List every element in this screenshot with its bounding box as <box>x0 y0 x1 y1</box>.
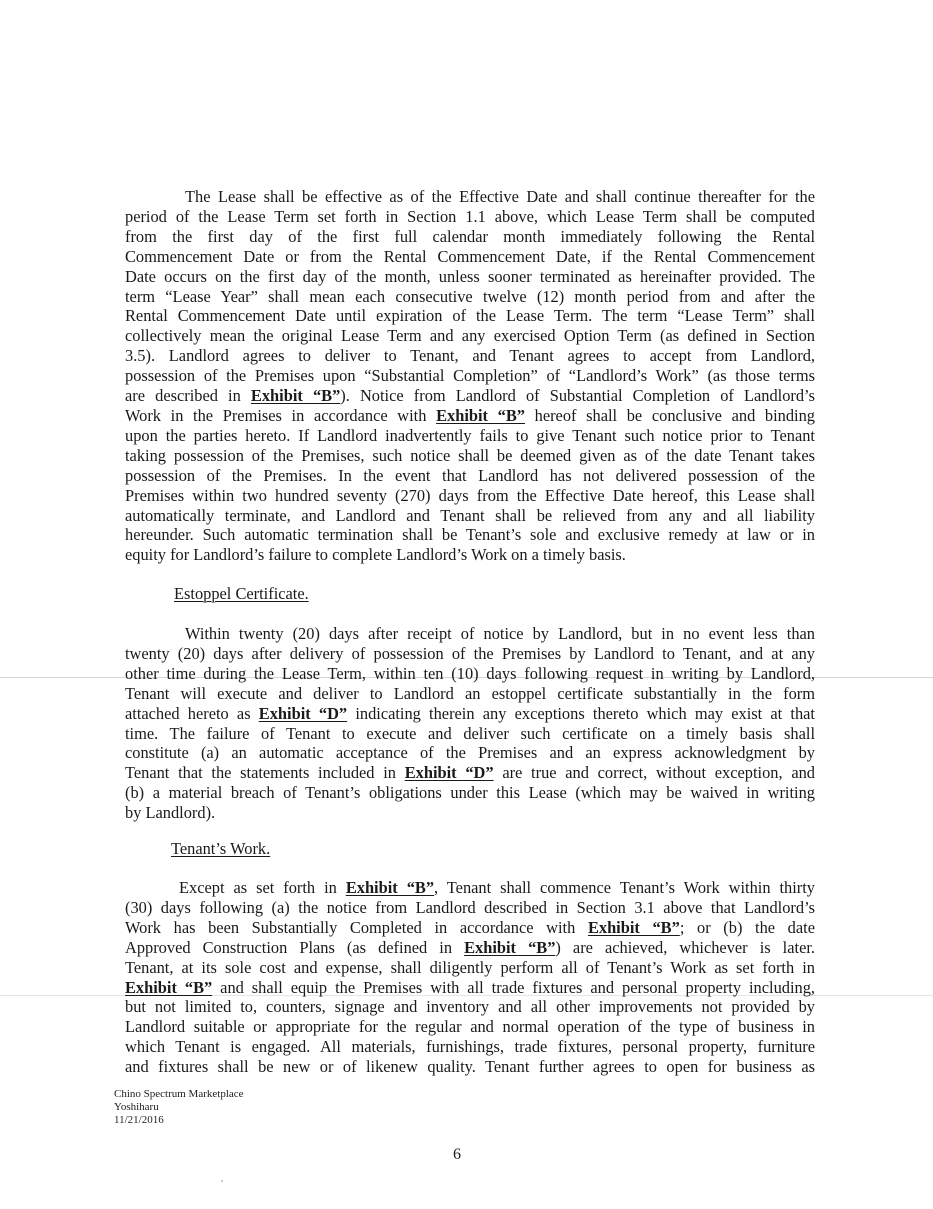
text-line: by Landlord). <box>125 803 216 823</box>
text-span: and shall equip the Premises with all trade fixtures and personal property including, <box>212 977 815 997</box>
text-span: are true and correct, without exception, and <box>493 763 815 783</box>
text-line: (b) a material breach of Tenant’s obligations under this Lease (which may be waived in writing <box>125 783 815 803</box>
text-line: other time during the Lease Term, within ten (10) days following request in writing by Landlord, <box>125 663 815 683</box>
text-line: Tenant will execute and deliver to Landlord an estoppel certificate substantially in the form <box>125 683 815 703</box>
text-line: equity for Landlord’s failure to complete Landlord’s Work on a timely basis. <box>125 545 626 565</box>
text-span: Approved Construction Plans (as defined in <box>125 937 465 957</box>
tenants-work-heading: Tenant’s Work. <box>171 839 271 858</box>
text-line <box>125 704 815 724</box>
estoppel-certificate-heading: Estoppel Certificate. <box>174 584 309 603</box>
exhibit-d-reference: Exhibit “D” <box>404 763 494 783</box>
text-line: time. The failure of Tenant to execute and deliver such certificate on a timely basis shall <box>125 723 815 743</box>
footer-tenant-name: Yoshiharu <box>114 1101 159 1113</box>
tenants-work-paragraph <box>125 878 815 1077</box>
text-span: ) are achieved, whichever is later. <box>555 937 815 957</box>
text-line: Rental Commencement Date until expiration of the Lease Term. The term “Lease Term” shall <box>125 306 815 326</box>
document-footer <box>114 1088 244 1127</box>
text-line: Tenant, at its sole cost and expense, shall diligently perform all of Tenant’s Work as set forth in <box>125 957 815 977</box>
text-span: Except as set forth in <box>179 878 346 897</box>
text-line: (30) days following (a) the notice from Landlord described in Section 3.1 above that Landlord’s <box>125 897 815 917</box>
text-line: Date occurs on the first day of the month, unless sooner terminated as hereinafter provided. The <box>125 266 815 286</box>
page-number: 6 <box>453 1146 461 1163</box>
text-line: which Tenant is engaged. All materials, furnishings, trade fixtures, personal property, furniture <box>125 1037 815 1057</box>
text-line: taking possession of the Premises, such notice shall be deemed given as of the date Tenant takes <box>125 445 815 465</box>
lease-term-paragraph <box>125 187 815 565</box>
text-span: ). Notice from Landlord of Substantial Completion of Landlord’s <box>340 386 815 406</box>
exhibit-b-reference: Exhibit “B” <box>345 878 435 897</box>
text-span: , Tenant shall commence Tenant’s Work within thirty <box>434 878 815 897</box>
text-line <box>125 918 815 938</box>
exhibit-d-reference: Exhibit “D” <box>258 703 348 723</box>
text-line: The Lease shall be effective as of the Effective Date and shall continue thereafter for the <box>185 187 815 206</box>
text-line: period of the Lease Term set forth in Section 1.1 above, which Lease Term shall be computed <box>125 206 815 226</box>
footer-date: 11/21/2016 <box>114 1114 164 1126</box>
text-line: and fixtures shall be new or of likenew quality. Tenant further agrees to open for business as <box>125 1057 815 1077</box>
text-line: Premises within two hundred seventy (270) days from the Effective Date hereof, this Lease shall <box>125 485 815 505</box>
text-line: hereunder. Such automatic termination shall be Tenant’s sole and exclusive remedy at law or in <box>125 525 815 545</box>
text-line <box>125 878 815 898</box>
text-line <box>125 406 815 426</box>
text-line: term “Lease Year” shall mean each consecutive twelve (12) month period from and after the <box>125 286 815 306</box>
text-line: Landlord suitable or appropriate for the regular and normal operation of the type of business in <box>125 1017 815 1037</box>
text-line: from the first day of the first full calendar month immediately following the Rental <box>125 226 815 246</box>
text-line <box>125 978 815 998</box>
text-line: Commencement Date or from the Rental Commencement Date, if the Rental Commencement <box>125 246 815 266</box>
text-line: constitute (a) an automatic acceptance of the Premises and an express acknowledgment by <box>125 743 815 763</box>
text-line: twenty (20) days after delivery of possession of the Premises by Landlord to Tenant, and at any <box>125 643 815 663</box>
exhibit-b-reference: Exhibit “B” <box>125 977 213 997</box>
text-span: indicating therein any exceptions thereto which may exist at that <box>347 703 815 723</box>
scan-speck <box>221 1180 223 1182</box>
text-span: hereof shall be conclusive and binding <box>524 405 815 425</box>
text-span: Work in the Premises in accordance with <box>125 405 437 425</box>
text-line: Within twenty (20) days after receipt of notice by Landlord, but in no event less than <box>185 624 815 643</box>
text-span: Work has been Substantially Completed in accordance with <box>125 917 588 937</box>
text-line: automatically terminate, and Landlord and Tenant shall be relieved from any and all liability <box>125 505 815 525</box>
text-line: upon the parties hereto. If Landlord inadvertently fails to give Tenant such notice prior to Tenant <box>125 425 815 445</box>
text-line: possession of the Premises upon “Substantial Completion” of “Landlord’s Work” (as those terms <box>125 366 815 386</box>
text-span: attached hereto as <box>125 703 259 723</box>
text-line: but not limited to, counters, signage and inventory and all other improvements not provided by <box>125 997 815 1017</box>
text-span: ; or (b) the date <box>679 917 815 937</box>
exhibit-b-reference: Exhibit “B” <box>587 917 680 937</box>
text-line <box>125 763 815 783</box>
footer-project-name: Chino Spectrum Marketplace <box>114 1088 244 1100</box>
text-line <box>125 938 815 958</box>
text-line <box>125 386 815 406</box>
exhibit-b-reference: Exhibit “B” <box>436 405 525 425</box>
text-line: 3.5). Landlord agrees to deliver to Tenant, and Tenant agrees to accept from Landlord, <box>125 346 815 366</box>
exhibit-b-reference: Exhibit “B” <box>250 386 341 406</box>
exhibit-b-reference: Exhibit “B” <box>464 937 556 957</box>
estoppel-paragraph <box>125 624 815 823</box>
text-line: possession of the Premises. In the event that Landlord has not delivered possession of the <box>125 465 815 485</box>
text-line: collectively mean the original Lease Term and any exercised Option Term (as defined in Section <box>125 326 815 346</box>
text-span: are described in <box>125 386 251 406</box>
text-span: Tenant that the statements included in <box>125 763 405 783</box>
